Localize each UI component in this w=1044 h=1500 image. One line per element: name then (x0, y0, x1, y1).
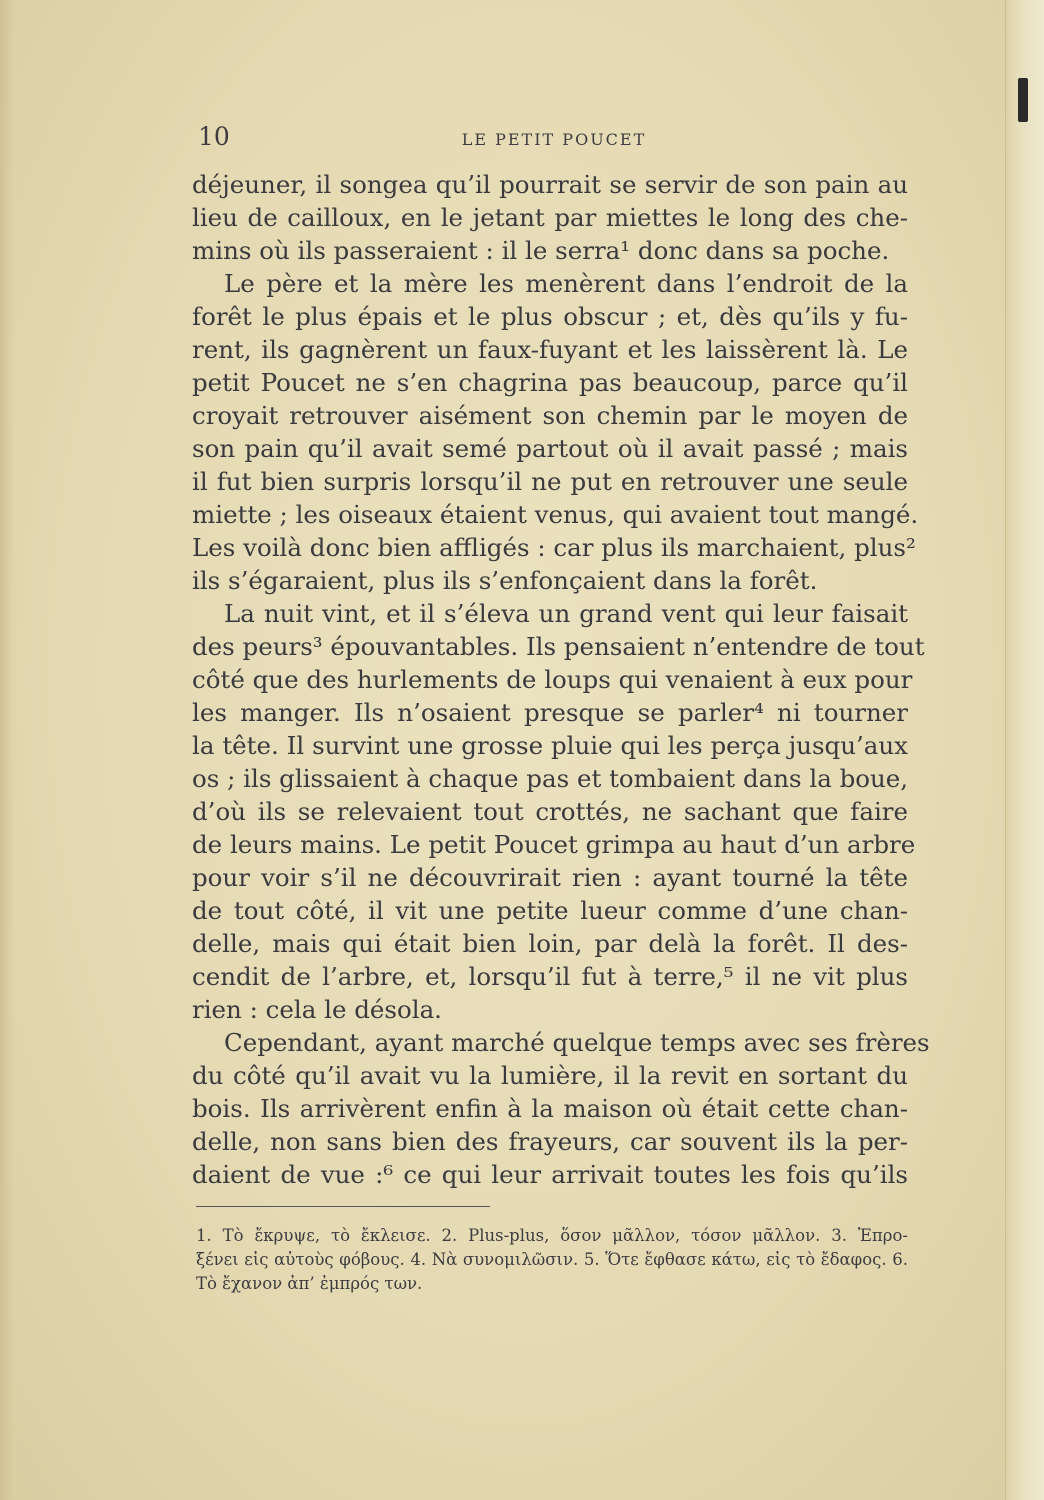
text-line: croyait retrouver aisément son chemin par le moyen de (192, 401, 908, 430)
footnote-line: Τὸ ἔχανον ἀπ’ ἐμπρός των. (196, 1274, 423, 1293)
text-line: la tête. Il survint une grosse pluie qui les perça jusqu’aux (192, 731, 908, 760)
page-header (198, 122, 910, 162)
text-line: déjeuner, il songea qu’il pourrait se servir de son pain au (192, 170, 908, 199)
text-line: La nuit vint, et il s’éleva un grand vent qui leur faisait (224, 599, 908, 628)
text-line: de leurs mains. Le petit Poucet grimpa au haut d’un arbre (192, 830, 916, 859)
footnote-line: 1. Τὸ ἔκρυψε, τὸ ἔκλεισε. 2. Plus-plus, ὅσον μᾶλλον, τόσον μᾶλλον. 3. Ἐπρο- (196, 1226, 908, 1245)
text-line: son pain qu’il avait semé partout où il avait passé ; mais (192, 434, 908, 463)
text-line: bois. Ils arrivèrent enfin à la maison où était cette chan- (192, 1094, 908, 1123)
footnote-line: ξένει εἰς αὐτοὺς φόβους. 4. Νὰ συνομιλῶσιν. 5. Ὅτε ἔφθασε κάτω, εἰς τὸ ἔδαφος. 6. (196, 1250, 908, 1269)
text-line: forêt le plus épais et le plus obscur ; et, dès qu’ils y fu- (192, 302, 908, 331)
text-line: miette ; les oiseaux étaient venus, qui avaient tout mangé. (192, 500, 919, 529)
footnote-rule (196, 1206, 490, 1207)
text-line: os ; ils glissaient à chaque pas et tombaient dans la boue, (192, 764, 909, 793)
text-line: cendit de l’arbre, et, lorsqu’il fut à terre,⁵ il ne vit plus (192, 962, 908, 991)
text-line: mins où ils passeraient : il le serra¹ donc dans sa poche. (192, 236, 890, 265)
page-tab-mark (1018, 78, 1028, 122)
text-line: Les voilà donc bien affligés : car plus ils marchaient, plus² (192, 533, 916, 562)
main-text (192, 168, 930, 1191)
text-line: petit Poucet ne s’en chagrina pas beaucoup, parce qu’il (192, 368, 908, 397)
text-line: côté que des hurlements de loups qui venaient à eux pour (192, 665, 913, 694)
text-line: des peurs³ épouvantables. Ils pensaient n’entendre de tout (192, 632, 925, 661)
text-line: Le père et la mère les menèrent dans l’endroit de la (224, 269, 908, 298)
text-line: lieu de cailloux, en le jetant par miettes le long des che- (192, 203, 908, 232)
text-line: pour voir s’il ne découvrirait rien : ayant tourné la tête (192, 863, 908, 892)
text-line: ils s’égaraient, plus ils s’enfonçaient dans la forêt. (192, 566, 818, 595)
text-line: rien : cela le désola. (192, 995, 442, 1024)
text-line: il fut bien surpris lorsqu’il ne put en retrouver une seule (192, 467, 908, 496)
text-line: d’où ils se relevaient tout crottés, ne sachant que faire (192, 797, 908, 826)
text-line: daient de vue :⁶ ce qui leur arrivait toutes les fois qu’ils (192, 1160, 908, 1189)
page-edge (1005, 0, 1044, 1500)
text-line: delle, non sans bien des frayeurs, car souvent ils la per- (192, 1127, 908, 1156)
text-line: du côté qu’il avait vu la lumière, il la revit en sortant du (192, 1061, 908, 1090)
running-title: LE PETIT POUCET (461, 130, 647, 149)
footnotes (196, 1224, 908, 1296)
text-line: delle, mais qui était bien loin, par delà la forêt. Il des- (192, 929, 908, 958)
page-gutter-shadow (0, 0, 14, 1500)
text-line: les manger. Ils n’osaient presque se parler⁴ ni tourner (192, 698, 908, 727)
text-line: rent, ils gagnèrent un faux-fuyant et les laissèrent là. Le (192, 335, 908, 364)
text-line: Cependant, ayant marché quelque temps avec ses frères (224, 1028, 930, 1057)
text-line: de tout côté, il vit une petite lueur comme d’une chan- (192, 896, 908, 925)
page-number: 10 (198, 122, 230, 151)
